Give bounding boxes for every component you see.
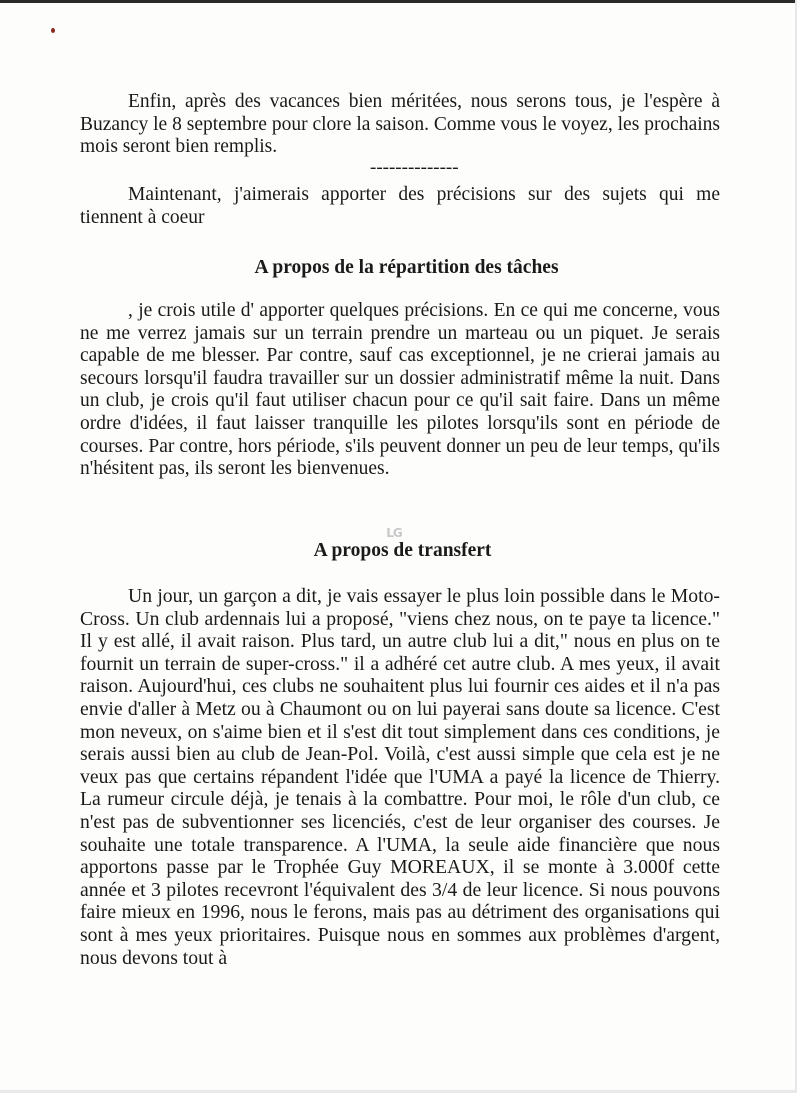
separator-line: --------------: [370, 157, 459, 178]
paragraph-precisions: Maintenant, j'aimerais apporter des précisions sur des sujets qui me tiennent à coeur: [80, 184, 720, 228]
paragraph-vacances: Enfin, après des vacances bien méritées, nous serons tous, je l'espère à Buzancy le 8 septembre pour clore la saison. Comme vous le voyez, les prochains mois seront bien remplis.: [80, 91, 720, 158]
heading-transfert: A propos de transfert: [313, 540, 492, 561]
scan-top-border: [0, 0, 797, 3]
ink-speck: [51, 28, 55, 33]
watermark-logo: LG: [386, 526, 402, 540]
paragraph-repartition: , je crois utile d' apporter quelques précisions. En ce qui me concerne, vous ne me verrez jamais sur un terrain prendre un marteau ou un piquet. Je serais capable de me blesser. Par contre, sauf cas exceptionnel, je ne crierai jamais au secours lorsqu'il faudra travailler sur un dossier administratif même la nuit. Dans un club, je crois qu'il faut utiliser chacun pour ce qu'il sait faire. Dans un même ordre d'idées, il faut laisser tranquille les pilotes lorsqu'ils sont en période de courses. Par contre, hors période, s'ils peuvent donner un peu de leur temps, qu'ils n'hésitent pas, ils seront les bienvenues.: [80, 300, 720, 480]
heading-repartition: A propos de la répartition des tâches: [254, 257, 559, 278]
paragraph-transfert: Un jour, un garçon a dit, je vais essayer le plus loin possible dans le Moto-Cross. Un club ardennais lui a proposé, "viens chez nous, on te paye ta licence." Il y est allé, il avait raison. Plus tard, un autre club lui a dit," nous en plus on te fournit un terrain de super-cross." il a adhéré cet autre club. A mes yeux, il avait raison. Aujourd'hui, ces clubs ne souhaitent plus lui fournir ces aides et il n'a pas envie d'aller à Metz ou à Chaumont ou on lui payerai sans doute sa licence. C'est mon neveux, on s'aime bien et il s'est dit tout simplement dans ces conditions, je serais aussi bien au club de Jean-Pol. Voilà, c'est aussi simple que cela est je ne veux pas que certains répandent l'idée que l'UMA a payé la licence de Thierry. La rumeur circule déjà, je tenais à la combattre. Pour moi, le rôle d'un club, ce n'est pas de subventionner ses licenciés, c'est de leur organiser des courses. Je souhaite une totale transparence. A l'UMA, la seule aide financière que nous apportons passe par le Trophée Guy MOREAUX, il se monte à 3.000f cette année et 3 pilotes recevront l'équivalent des 3/4 de leur licence. Si nous pouvons faire mieux en 1996, nous le ferons, mais pas au détriment des organisations qui sont à mes yeux prioritaires. Puisque nous en sommes aux problèmes d'argent, nous devons tout à: [80, 585, 720, 969]
